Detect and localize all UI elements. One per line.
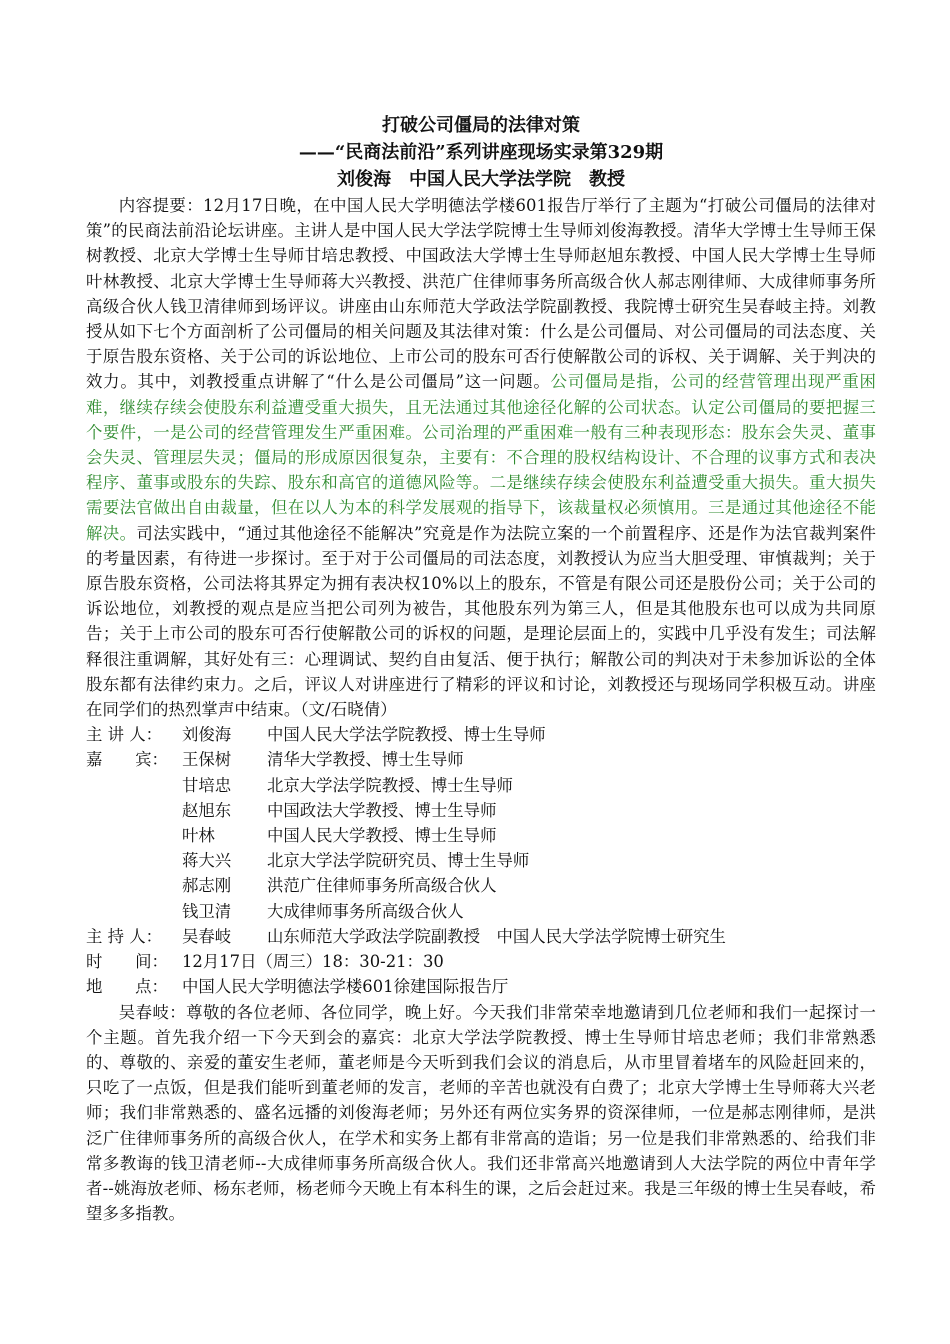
document-subtitle: ——“民商法前沿”系列讲座现场实录第329期 [298,142,664,163]
guest-title: 中国政法大学教授、博士生导师 [267,800,497,820]
host-title: 山东师范大学政法学院副教授 中国人民大学法学院博士研究生 [267,926,726,946]
guest-row [86,873,876,898]
transcript-paragraph: 吴春岐：尊敬的各位老师、各位同学，晚上好。今天我们非常荣幸地邀请到几位老师和我们一起探讨一个主题。首先我介绍一下今天到会的嘉宾：北京大学法学院教授、博士生导师甘培忠老师；我们非常熟悉的、尊敬的、亲爱的董安生老师，董老师是今天听到我们会议的消息后，从市里冒着堵车的风险赶回来的，只吃了一点饭，但是我们能听到董老师的发言，老师的辛苦也就没有白费了；北京大学博士生导师蒋大兴老师；我们非常熟悉的、盛名远播的刘俊海老师；另外还有两位实务界的资深律师，一位是郝志刚律师，是洪泛广住律师事务所的高级合伙人，在学术和实务上都有非常高的造诣；另一位是我们非常熟悉的、给我们非常多教诲的钱卫清老师--大成律师事务所高级合伙人。我们还非常高兴地邀请到人大法学院的两位中青年学者--姚海放老师、杨东老师，杨老师今天晚上有本科生的课，之后会赶过来。我是三年级的博士生吴春岐，希望多多指教。 [86,1002,876,1224]
guest-row [86,823,876,848]
guests-label: 嘉 宾： [86,750,168,770]
time-value: 12月17日（周三）18：30-21：30 [182,952,444,972]
time-row [86,949,876,974]
speaker-title: 中国人民大学法学院教授、博士生导师 [267,725,546,745]
guest-title: 大成律师事务所高级合伙人 [267,901,464,921]
summary-paragraph [86,193,876,722]
guest-title: 洪范广住律师事务所高级合伙人 [267,876,497,896]
guest-title: 清华大学教授、博士生导师 [267,750,464,770]
guest-row [86,899,876,924]
guest-name: 甘培忠 [182,775,232,795]
guest-name: 叶林 [182,826,215,846]
summary-part-3: 司法实践中，“通过其他途径不能解决”究竟是作为法院立案的一个前置程序、还是作为法官裁判案件的考量因素，有待进一步探讨。至于对于公司僵局的司法态度，刘教授认为应当大胆受理、审慎裁判；关于原告股东资格，公司法将其界定为拥有表决权10%以上的股东，不管是有限公司还是股份公司；关于公司的诉讼地位，刘教授的观点是应当把公司列为被告，其他股东列为第三人，但是其他股东也可以成为共同原告；关于上市公司的股东可否行使解散公司的诉权的问题，是理论层面上的，实践中几乎没有发生；司法解释很注重调解，其好处有三：心理调试、契约自由复活、便于执行；解散公司的判决对于未参加诉讼的全体股东都有法律约束力。之后，评议人对讲座进行了精彩的评议和讨论，刘教授还与现场同学积极互动。讲座在同学们的热烈掌声中结束。（文/石晓倩） [86,523,876,720]
guest-row [86,773,876,798]
guest-name: 钱卫清 [182,901,232,921]
host-row [86,924,876,949]
guest-name: 赵旭东 [182,800,232,820]
place-label: 地 点： [86,977,168,997]
guest-row [86,747,876,772]
guest-title: 中国人民大学教授、博士生导师 [267,826,497,846]
summary-part-1: 内容提要：12月17日晚，在中国人民大学明德法学楼601报告厅举行了主题为“打破公司僵局的法律对策”的民商法前沿论坛讲座。主讲人是中国人民大学法学院博士生导师刘俊海教授。清华大学博士生导师王保树教授、北京大学博士生导师甘培忠教授、中国政法大学博士生导师赵旭东教授、中国人民大学博士生导师叶林教授、北京大学博士生导师蒋大兴教授、洪范广住律师事务所高级合伙人郝志刚律师、大成律师事务所高级合伙人钱卫清律师到场评议。讲座由山东师范大学政法学院副教授、我院博士研究生吴春岐主持。刘教授从如下七个方面剖析了公司僵局的相关问题及其法律对策：什么是公司僵局、对公司僵局的司法态度、关于原告股东资格、关于公司的诉讼地位、上市公司的股东可否行使解散公司的诉权、关于调解、关于判决的效力。其中，刘教授重点讲解了“什么是公司僵局”这一问题。 [86,196,876,392]
guest-name: 郝志刚 [182,876,232,896]
guest-row [86,798,876,823]
summary-highlight: 公司僵局是指，公司的经营管理出现严重困难，继续存续会使股东利益遭受重大损失，且无法通过其他途径化解的公司状态。认定公司僵局的要把握三个要件，一是公司的经营管理发生严重困难。公司治理的严重困难一般有三种表现形态：股东会失灵、董事会失灵、管理层失灵；僵局的形成原因很复杂，主要有：不合理的股权结构设计、不合理的议事方式和表决程序、董事或股东的失踪、股东和高官的道德风险等。二是继续存续会使股东利益遭受重大损失。重大损失需要法官做出自由裁量，但在以人为本的科学发展观的指导下，该裁量权必须慎用。三是通过其他途径不能解决。 [86,372,876,543]
speaker-line: 刘俊海 中国人民大学法学院 教授 [337,169,625,190]
speaker-row [86,722,876,747]
place-value: 中国人民大学明德法学楼601徐建国际报告厅 [182,977,509,997]
host-label: 主 持 人： [86,926,162,946]
speaker-name: 刘俊海 [182,725,232,745]
time-label: 时 间： [86,952,168,972]
guest-name: 王保树 [182,750,232,770]
document-title: 打破公司僵局的法律对策 [382,115,580,136]
guest-title: 北京大学法学院教授、博士生导师 [267,775,513,795]
document-page [86,112,876,1226]
event-info [86,722,876,999]
guest-row [86,848,876,873]
speaker-label: 主 讲 人： [86,725,162,745]
place-row [86,974,876,999]
host-name: 吴春岐 [182,926,232,946]
guest-name: 蒋大兴 [182,851,232,871]
guest-title: 北京大学法学院研究员、博士生导师 [267,851,530,871]
